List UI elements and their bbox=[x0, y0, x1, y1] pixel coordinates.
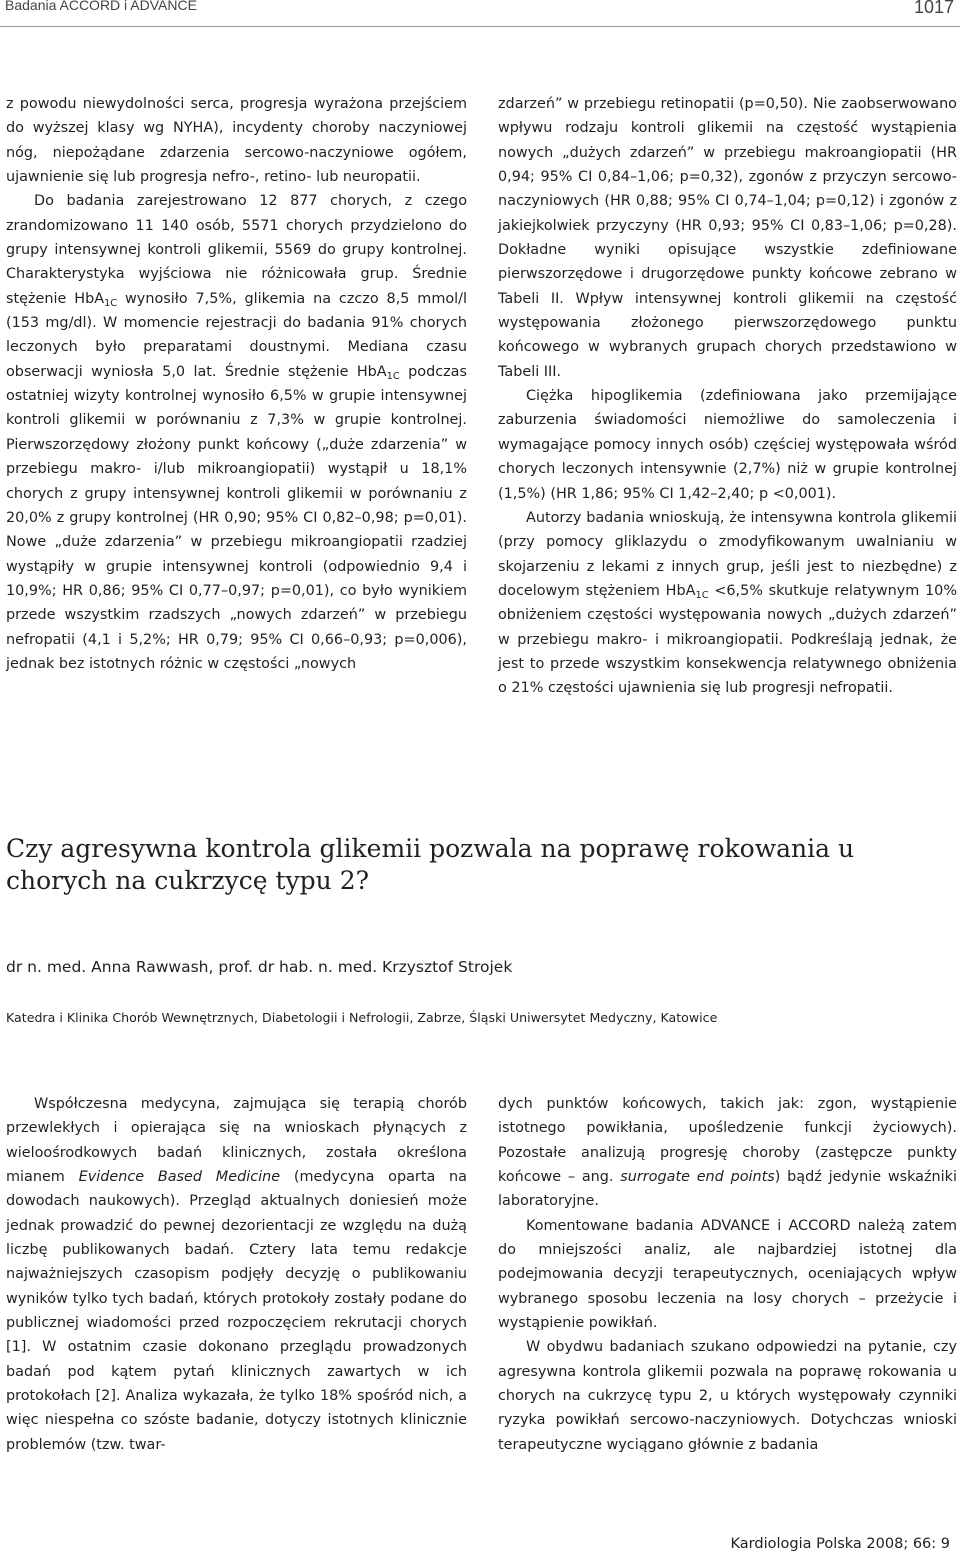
paragraph: dych punktów końcowych, takich jak: zgon, wystąpienie istotnego powikłania, upośledzenie funkcji życiowych). Pozostałe analizują progresję choroby (zastępcze punkty końcowe – ang. surrogate end points) bądź jedynie wskaźniki laboratoryjne. bbox=[498, 1096, 957, 1210]
paragraph: zdarzeń” w przebiegu retinopatii (p=0,50). Nie zaobserwowano wpływu rodzaju kontroli glikemii na częstość wystąpienia nowych „dużych zdarzeń” w przebiegu makroangiopatii (HR 0,94; 95% CI 0,84–1,06; p=0,32), zgonów z przyczyn sercowo-naczyniowych (HR 0,88; 95% CI 0,74–1,04; p=0,12) i zgonów z jakiejkolwiek przyczyny (HR 0,93; 95% CI 0,83–1,06; p=0,28). Dokładne wyniki opisujące wszystkie zdefiniowane pierwszorzędowe i drugorzędowe punkty końcowe zebrano w Tabeli II. Wpływ intensywnej kontroli glikemii na częstość występowania złożonego pierwszorzędowego punktu końcowego w wybranych grupach chorych przedstawiono w Tabeli III. bbox=[498, 96, 957, 380]
lower-right-column bbox=[498, 1092, 957, 1457]
article-title: Czy agresywna kontrola glikemii pozwala na poprawę rokowania u chorych na cukrzycę typu 2? bbox=[6, 834, 855, 895]
upper-right-column bbox=[498, 92, 957, 701]
paragraph: Ciężka hipoglikemia (zdefiniowana jako przemijające zaburzenia świadomości niemożliwe do samoleczenia i wymagające pomocy innych osób) częściej występowała wśród chorych leczonych intensywnie (2,7%) niż w grupie kontrolnej (1,5%) (HR 1,86; 95% CI 1,42–2,40; p <0,001). bbox=[498, 388, 957, 502]
journal-citation: Kardiologia Polska 2008; 66: 9 bbox=[730, 1536, 950, 1552]
paragraph: W obydwu badaniach szukano odpowiedzi na pytanie, czy agresywna kontrola glikemii pozwala na poprawę rokowania u chorych na cukrzycę typu 2, u których występowały czynniki ryzyka powikłań sercowo-naczyniowych. Dotychczas wnioski terapeutyczne wyciągano głównie z badania bbox=[498, 1339, 957, 1453]
lower-left-column bbox=[6, 1092, 467, 1457]
upper-left-column bbox=[6, 92, 467, 676]
running-header bbox=[0, 0, 960, 27]
article-authors: dr n. med. Anna Rawwash, prof. dr hab. n. med. Krzysztof Strojek bbox=[6, 958, 513, 976]
paragraph: Autorzy badania wnioskują, że intensywna kontrola glikemii (przy pomocy gliklazydu o zmodyfikowanym uwalnianiu w skojarzeniu z lekami z innych grup, jeśli jest to niezbędne) z docelowym stężeniem HbA$_{1C}$ <6,5% skutkuje relatywnym 10% obniżeniem częstości występowania nowych „dużych zdarzeń” w przebiegu makro- i mikroangiopatii. Podkreślają jednak, że jest to przede wszystkim konsekwencja relatywnego obniżenia o 21% częstości ujawnienia się lub progresji nefropatii. bbox=[498, 509, 957, 697]
paragraph: Do badania zarejestrowano 12 877 chorych, z czego zrandomizowano 11 140 osób, 5571 chorych przydzielono do grupy intensywnej kontroli glikemii, 5569 do grupy kontrolnej. Charakterystyka wyjściowa nie różnicowała grup. Średnie stężenie HbA$_{1C}$ wynosiło 7,5%, glikemia na czczo 8,5 mmol/l (153 mg/dl). W momencie rejestracji do badania 91% chorych leczonych było preparatami doustnymi. Mediana czasu obserwacji wyniosła 5,0 lat. Średnie stężenie HbA$_{1C}$ podczas ostatniej wizyty kontrolnej wynosiło 6,5% w grupie intensywnej kontroli glikemii w porównaniu z 7,3% w grupie kontrolnej. Pierwszorzędowy złożony punkt końcowy („duże zdarzenia” w przebiegu makro- i/lub mikroangiopatii) wystąpił u 18,1% chorych z grupy intensywnej kontroli glikemii w porównaniu z 20,0% z grupy kontrolnej (HR 0,90; 95% CI 0,82–0,98; p=0,01). Nowe „duże zdarzenia” w przebiegu mikroangiopatii rzadziej wystąpiły w grupie intensywnej kontroli (odpowiednio 9,4 i 10,9%; HR 0,86; 95% CI 0,77–0,97; p=0,01), co było wynikiem przede wszystkim rzadszych „nowych zdarzeń” w przebiegu nefropatii (4,1 i 5,2%; HR 0,79; 95% CI 0,66–0,93; p=0,006), jednak bez istotnych różnic w częstości „nowych bbox=[6, 193, 467, 672]
paragraph: Współczesna medycyna, zajmująca się terapią chorób przewlekłych i opierająca się na wnioskach płynących z wieloośrodkowych badań klinicznych, została określona mianem Evidence Based Medicine (medycyna oparta na dowodach naukowych). Przegląd aktualnych doniesień może jednak prowadzić do pewnej dezorientacji ze względu na dużą liczbę publikowanych badań. Cztery lata temu redakcje najważniejszych czasopism podjęły decyzję o publikowaniu wyników tylko tych badań, których protokoły zostały podane do publicznej wiadomości przed rozpoczęciem rekrutacji chorych [1]. W ostatnim czasie dokonano przeglądu prowadzonych badań pod kątem pytań klinicznych zawartych w ich protokołach [2]. Analiza wykazała, że tylko 18% spośród nich, a więc niespełna co szóste badanie, dotyczy istotnych klinicznie problemów (tzw. twar- bbox=[6, 1096, 467, 1453]
emphasis: surrogate end points bbox=[620, 1169, 775, 1186]
running-title: Badania ACCORD i ADVANCE bbox=[5, 0, 197, 13]
article-affiliation: Katedra i Klinika Chorób Wewnętrznych, Diabetologii i Nefrologii, Zabrze, Śląski Uniwersytet Medyczny, Katowice bbox=[6, 1010, 718, 1025]
paragraph: z powodu niewydolności serca, progresja wyrażona przejściem do wyższej klasy wg NYHA), incydenty choroby naczyniowej nóg, niepożądane zdarzenia sercowo-naczyniowe ogółem, ujawnienie się lub progresja nefro-, retino- lub neuropatii. bbox=[6, 96, 467, 186]
emphasis: Evidence Based Medicine bbox=[78, 1169, 281, 1186]
page-number: 1017 bbox=[913, 0, 954, 17]
paragraph: Komentowane badania ADVANCE i ACCORD należą zatem do mniejszości analiz, ale najbardziej istotnej dla podejmowania decyzji terapeutycznych, oceniających wpływ wybranego sposobu leczenia na losy chorych – przeżycie i wystąpienie powikłań. bbox=[498, 1217, 957, 1332]
